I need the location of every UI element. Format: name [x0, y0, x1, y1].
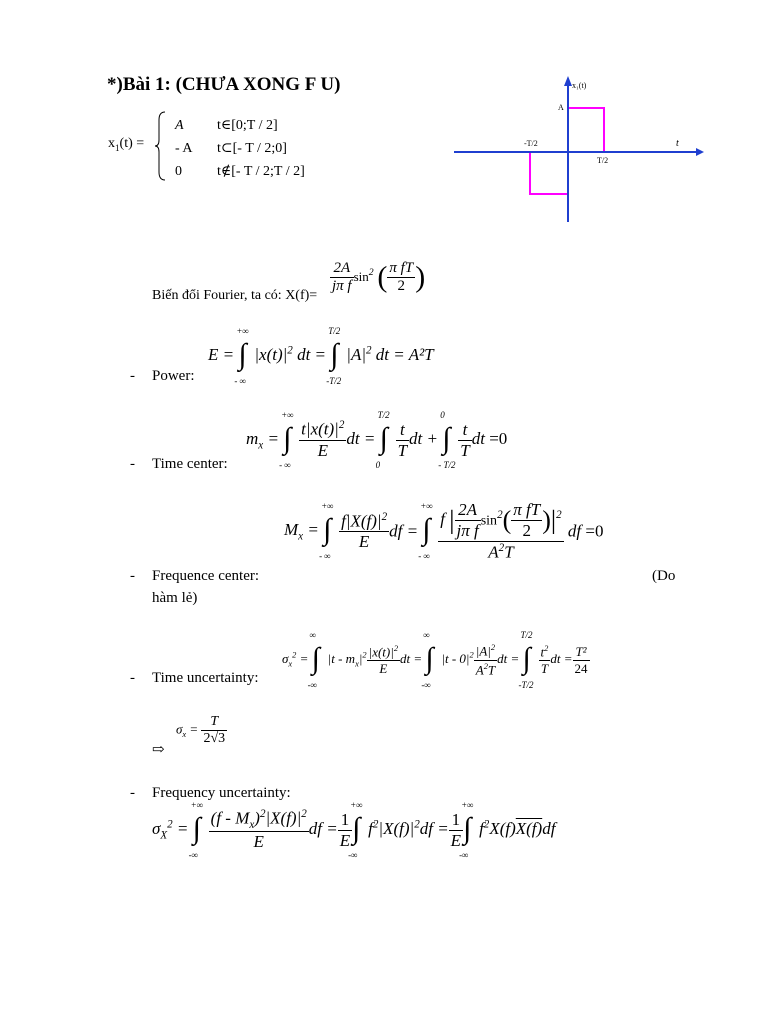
freq-uncertainty-label: Frequency uncertainty:: [152, 785, 291, 801]
freq-uncertainty-equation: $\sigma_X^2$ = +∞ ∫ -∞ $\frac{(f - M_x)^2|X(f)|^2}{E}$ df = $\frac{1}{E}$ +∞ ∫ -∞ $f^2|X(f)|^2df$ = $\frac{1}{E}$ +∞ ∫ -∞ $f^2X(f)X(f)df$: [152, 800, 556, 861]
y-axis-label: x₁(t): [572, 81, 587, 90]
bullet-dash: -: [130, 785, 135, 801]
time-center-equation: $m_x$ = +∞ ∫ - ∞ $\frac{t|x(t)|^2}{E}$ dt = T/2 ∫ 0 $\frac{t}{T}$ dt + 0 ∫ - T/2 $\frac{t}{T}$ dt =0: [246, 410, 508, 470]
pos-half-label: T/2: [597, 156, 609, 165]
sigma-result: $\sigma_x$ = $\frac{T}{2√3}$: [176, 714, 226, 746]
lhs-argument: (t) =: [119, 136, 145, 151]
y-axis-arrow: [564, 76, 572, 86]
power-label: Power:: [152, 368, 195, 384]
freq-center-note: (Do: [652, 568, 676, 584]
amplitude-label: A: [558, 103, 564, 112]
bullet-dash: -: [130, 670, 135, 686]
bullet-dash: -: [130, 568, 135, 584]
signal-positive-pulse: [568, 108, 664, 152]
definition-cases: [175, 114, 305, 183]
fourier-expression: $\frac{2A}{\text{jπ f}}$ $\sin^2$ ( $\frac{\text{π fT}}{2}$ ): [332, 260, 426, 294]
time-center-label: Time center:: [152, 456, 228, 472]
case-row: 0 t∉[- T / 2;T / 2]: [175, 164, 305, 179]
signal-graph: [452, 72, 708, 240]
x-axis-label: t: [676, 138, 679, 149]
implies-arrow: ⇨: [152, 742, 165, 758]
lhs-subscript: 1: [115, 142, 120, 153]
page-title: *)Bài 1: (CHƯA XONG F U): [107, 74, 341, 95]
neg-half-label: -T/2: [524, 139, 538, 148]
definition-lhs: [108, 136, 144, 153]
freq-center-continuation: hàm lẻ): [152, 590, 198, 606]
lhs-symbol: x: [108, 136, 115, 151]
case-row: A t∈[0;T / 2]: [175, 118, 278, 133]
bullet-dash: -: [130, 456, 135, 472]
bullet-dash: -: [130, 368, 135, 384]
power-equation: E = +∞ ∫ - ∞ $|x(t)|^2$ dt = T/2 ∫ -T/2 $|A|^2$ dt = A²T: [208, 326, 434, 386]
freq-center-label: Frequence center:: [152, 568, 260, 584]
time-uncertainty-equation: $\sigma_x^2$ = ∞ ∫ -∞ $|t - m_x|^2$ $\frac{|x(t)|^2}{E}$ dt = ∞ ∫ -∞ $|t - 0|^2$ $\frac{|A|^2}{A^2T}$ dt = T/2 ∫ -T/2 $\frac{t^2}{T}$ dt = $\frac{\text{T²}}{24}$: [282, 630, 588, 690]
left-brace: [155, 110, 167, 182]
signal-negative-pulse: [462, 152, 568, 194]
x-axis-arrow: [696, 148, 704, 156]
case-row: - A t⊂[- T / 2;0]: [175, 141, 287, 156]
time-uncertainty-label: Time uncertainty:: [152, 670, 259, 686]
freq-center-equation: $M_x$ = +∞ ∫ - ∞ $\frac{f|X(f)|^2}{E}$ df = +∞ ∫ - ∞ f | $\frac{2A}{\text{jπ f}}$ $\sin^2$( $\frac{\text{π fT}}{2}$ )$|^2$ $A^2T$ df =0: [284, 500, 604, 562]
fourier-label: Biến đổi Fourier, ta có: X(f)=: [152, 288, 318, 303]
